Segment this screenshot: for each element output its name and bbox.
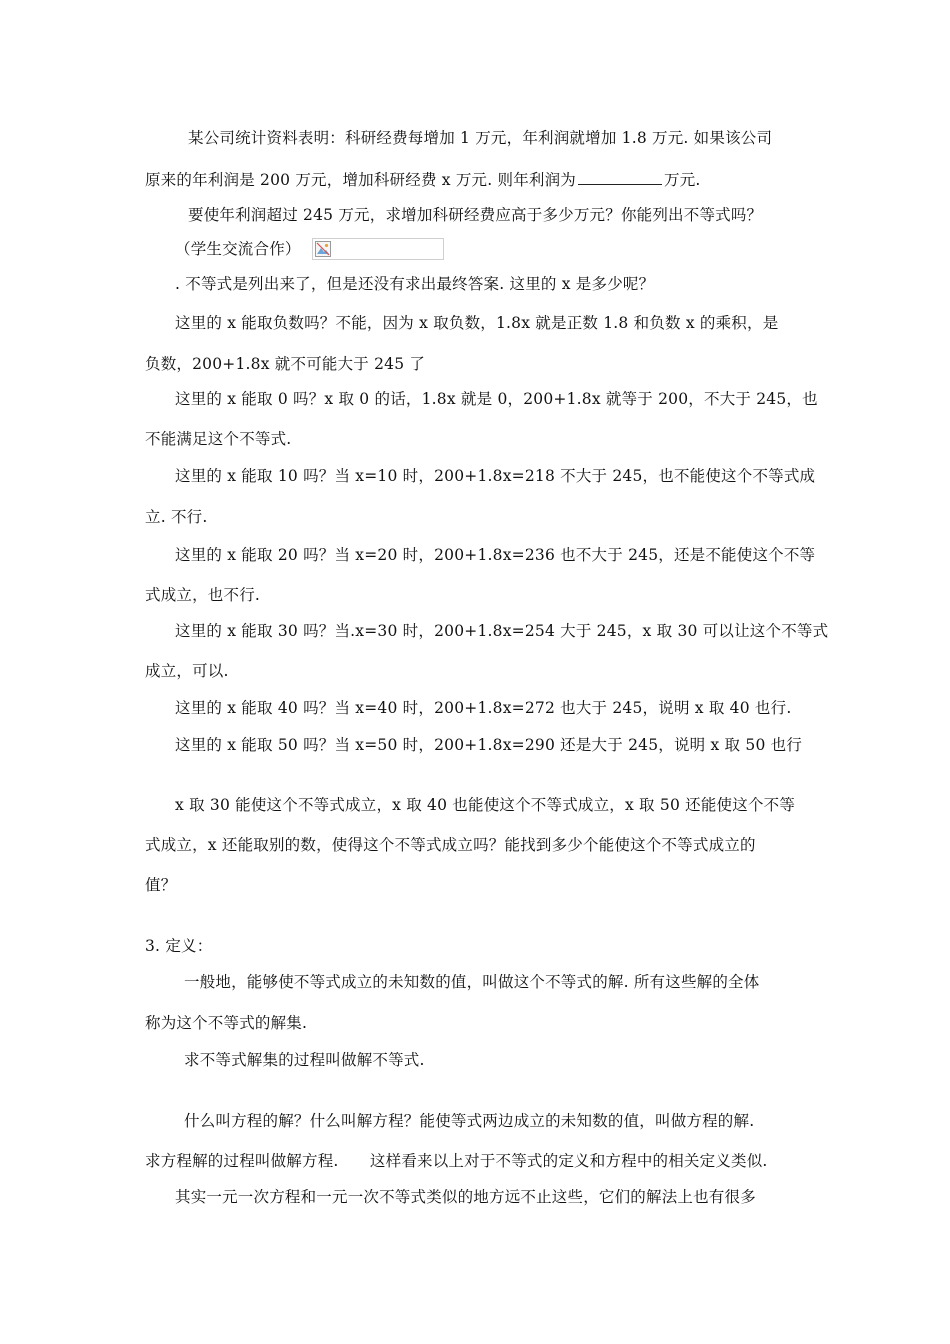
student-collaboration-note: （学生交流合作） bbox=[175, 240, 301, 258]
paragraph-line-10: 这里的 x 能取 10 吗？当 x=10 时，200+1.8x=218 不大于 245，也不能使这个不等式成 bbox=[175, 467, 816, 485]
section-heading-definition: 3. 定义： bbox=[145, 937, 213, 955]
paragraph-line-2-tail: 万元. bbox=[664, 171, 701, 189]
paragraph-line-5: . 不等式是列出来了，但是还没有求出最终答案. 这里的 x 是多少呢？ bbox=[175, 275, 655, 293]
paragraph-line-13: 式成立，也不行. bbox=[145, 586, 261, 604]
paragraph-line-26: 求方程解的过程叫做解方程. 这样看来以上对于不等式的定义和方程中的相关定义类似. bbox=[145, 1152, 768, 1170]
question-line: 要使年利润超过 245 万元，求增加科研经费应高于多少万元？你能列出不等式吗？ bbox=[188, 206, 763, 224]
paragraph-line-19: 式成立，x 还能取别的数，使得这个不等式成立吗？能找到多少个能使这个不等式成立的 bbox=[145, 836, 756, 854]
paragraph-line-8: 这里的 x 能取 0 吗？x 取 0 的话，1.8x 就是 0，200+1.8x 就等于 200，不大于 245，也 bbox=[175, 390, 818, 408]
paragraph-line-20: 值？ bbox=[145, 876, 177, 894]
paragraph-line-1: 某公司统计资料表明：科研经费每增加 1 万元，年利润就增加 1.8 万元. 如果该公司 bbox=[188, 129, 773, 147]
paragraph-line-6: 这里的 x 能取负数吗？不能，因为 x 取负数，1.8x 就是正数 1.8 和负数 x 的乘积，是 bbox=[175, 314, 779, 332]
paragraph-line-9: 不能满足这个不等式. bbox=[145, 430, 292, 448]
definition-line-3: 求不等式解集的过程叫做解不等式. bbox=[184, 1051, 425, 1069]
paragraph-line-12: 这里的 x 能取 20 吗？当 x=20 时，200+1.8x=236 也不大于 245，还是不能使这个不等 bbox=[175, 546, 816, 564]
paragraph-line-14: 这里的 x 能取 30 吗？当.x=30 时，200+1.8x=254 大于 245，x 取 30 可以让这个不等式 bbox=[175, 622, 829, 640]
paragraph-line-25: 什么叫方程的解？什么叫解方程？能使等式两边成立的未知数的值，叫做方程的解. bbox=[184, 1112, 755, 1130]
paragraph-line-16: 这里的 x 能取 40 吗？当 x=40 时，200+1.8x=272 也大于 245，说明 x 取 40 也行. bbox=[175, 699, 792, 717]
image-placeholder bbox=[312, 238, 444, 260]
paragraph-line-2-text: 原来的年利润是 200 万元，增加科研经费 x 万元. 则年利润为 bbox=[145, 171, 576, 189]
definition-line-2: 称为这个不等式的解集. bbox=[145, 1014, 308, 1032]
paragraph-line-18: x 取 30 能使这个不等式成立，x 取 40 也能使这个不等式成立，x 取 50 还能使这个不等 bbox=[175, 796, 796, 814]
paragraph-line-7: 负数，200+1.8x 就不可能大于 245 了 bbox=[145, 355, 426, 373]
paragraph-line-15: 成立，可以. bbox=[145, 662, 229, 680]
answer-blank bbox=[578, 170, 662, 185]
paragraph-line-11: 立. 不行. bbox=[145, 508, 208, 526]
paragraph-line-27: 其实一元一次方程和一元一次不等式类似的地方远不止这些，它们的解法上也有很多 bbox=[175, 1188, 756, 1206]
broken-image-icon bbox=[315, 241, 331, 257]
paragraph-line-17: 这里的 x 能取 50 吗？当 x=50 时，200+1.8x=290 还是大于 245，说明 x 取 50 也行 bbox=[175, 736, 803, 754]
paragraph-line-2 bbox=[145, 170, 701, 190]
definition-line-1: 一般地，能够使不等式成立的未知数的值，叫做这个不等式的解. 所有这些解的全体 bbox=[184, 973, 760, 991]
